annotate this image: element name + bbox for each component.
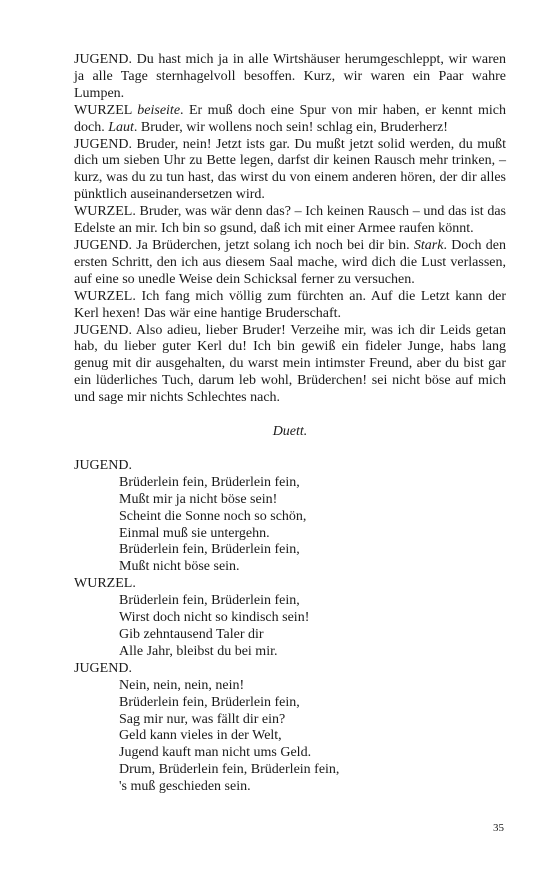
stage-direction: beiseite: [137, 102, 181, 118]
speaker-name: JUGEND.: [74, 136, 132, 152]
page-number: 35: [493, 822, 504, 834]
verse-line: Mußt mir ja nicht böse sein!: [119, 491, 278, 507]
dialogue-text: Ich fang mich völlig zum fürchten an. Auf die Letzt kann der Kerl hexen! Das wär eine hantige Bruderschaft.: [74, 288, 506, 321]
dialogue-paragraph: [74, 289, 506, 323]
speaker-name: WURZEL: [74, 102, 132, 118]
verse-line: Jugend kauft man nicht ums Geld.: [119, 745, 312, 761]
dialogue-paragraph: [74, 52, 506, 103]
speaker-name: WURZEL.: [74, 288, 136, 304]
verse-line: 's muß geschieden sein.: [119, 779, 251, 795]
stage-direction: Stark: [413, 237, 444, 253]
speaker-name: JUGEND.: [74, 322, 132, 338]
dialogue-text: Bruder, was wär denn das? – Ich keinen Rausch – und das ist das Edelste an mir. Ich bin so gsund, daß ich mit einer Armee raufen könnt.: [74, 204, 506, 237]
stage-direction: Laut: [108, 119, 134, 135]
dialogue-text: . Bruder, wir wollens noch sein! schlag ein, Bruderherz!: [133, 119, 448, 135]
verse-line: Geld kann vieles in der Welt,: [119, 728, 282, 744]
song-speaker: WURZEL.: [74, 576, 136, 592]
dialogue-paragraph: [74, 103, 506, 137]
verse-line: Einmal muß sie untergehn.: [119, 525, 270, 541]
speaker-name: JUGEND.: [74, 237, 132, 253]
song-speaker: JUGEND.: [74, 457, 132, 473]
verse-line: Gib zehntausend Taler dir: [119, 627, 264, 642]
verse-line: Sag mir nur, was fällt dir ein?: [119, 711, 286, 727]
dialogue-paragraph: [74, 238, 506, 289]
verse-line: Brüderlein fein, Brüderlein fein,: [119, 542, 300, 558]
verse-line: Mußt nicht böse sein.: [119, 559, 240, 575]
speaker-name: WURZEL.: [74, 204, 136, 220]
verse-line: Alle Jahr, bleibst du bei mir.: [119, 643, 278, 659]
dialogue-text: Also adieu, lieber Bruder! Verzeihe mir, was ich dir Leids getan hab, du lieber guter Kerl du! Ich bin gewiß ein fideler Junge, habs lang genug mit dir ausgehalten, du warst mein intimster Freund, aber du bist gar ein lüderliches Tuch, darum leb wohl, Brüderchen! sei nicht böse auf mich und sage mir nichts Schlechtes nach.: [74, 322, 506, 406]
book-page: [74, 52, 506, 796]
verse-line: Scheint die Sonne noch so schön,: [119, 508, 307, 524]
dialogue-text: . Doch den ersten Schritt, den ich aus diesem Saal mache, wird dich die Lust verlassen, auf eine so unedle Weise dein Schicksal ferner zu versuchen.: [74, 237, 506, 287]
song-text: [74, 458, 506, 796]
dialogue-paragraph: [74, 137, 506, 205]
dialogue-text: Du hast mich ja in alle Wirtshäuser herumgeschleppt, wir waren ja alle Tage sternhagelvoll besoffen. Kurz, wir waren ein Paar wahre Lumpen.: [74, 52, 506, 101]
speaker-name: JUGEND.: [74, 52, 132, 67]
dialogue-paragraph: [74, 323, 506, 408]
dialogue-text: . Er muß doch eine Spur von mir haben, er kennt mich doch.: [74, 102, 506, 135]
dialogue-paragraph: [74, 204, 506, 238]
verse-line: Nein, nein, nein, nein!: [119, 677, 245, 693]
dialogue-prose: [74, 52, 506, 407]
song-speaker: JUGEND.: [74, 660, 132, 676]
verse-line: Brüderlein fein, Brüderlein fein,: [119, 694, 300, 710]
dialogue-text: Ja Brüderchen, jetzt solang ich noch bei dir bin.: [131, 237, 414, 253]
verse-line: Brüderlein fein, Brüderlein fein,: [119, 474, 300, 490]
dialogue-text: Bruder, nein! Jetzt ists gar. Du mußt jetzt solid werden, du mußt dich um sieben Uhr zu Bette legen, darfst dir keinen Rausch mehr trinken, – kurz, was du zu tun hast, das wirst du von einem anderen hören, der dir alles pünktlich auseinandersetzen wird.: [74, 136, 506, 203]
verse-line: Wirst doch nicht so kindisch sein!: [119, 610, 310, 626]
verse-line: Brüderlein fein, Brüderlein fein,: [119, 593, 300, 609]
song-heading: Duett.: [272, 424, 308, 440]
verse-line: Drum, Brüderlein fein, Brüderlein fein,: [119, 762, 340, 778]
